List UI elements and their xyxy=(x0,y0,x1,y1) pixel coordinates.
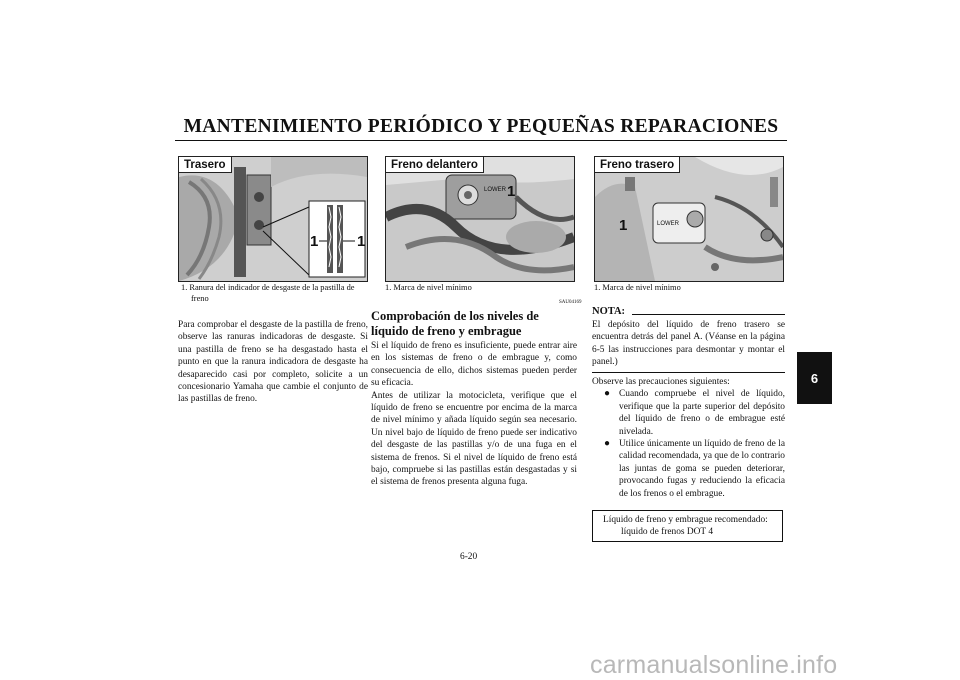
callout-number: 1 xyxy=(619,217,628,234)
column-1-text xyxy=(178,319,368,406)
brake-pad-paragraph: Para comprobar el desgaste de la pastilla de freno, observe las ranuras indicadoras de desgaste. Si una pastilla de freno se ha desgastado hasta el punto en que la ranura indicadora de desgaste ha desaparecido casi por completo, solicite a un concesionario Yamaha que cambie el conjunto de las pastillas de freno. xyxy=(178,320,368,405)
bullet-icon: ● xyxy=(604,438,611,450)
section-heading: Comprobación de los niveles de líquido de freno y embrague xyxy=(371,309,539,338)
section-code: SAU04169 xyxy=(559,300,582,305)
recommended-label: Líquido de freno y embrague recomendado: xyxy=(603,515,768,525)
lower-mark: LOWER xyxy=(657,221,680,227)
list-item-text: Utilice únicamente un líquido de freno de la calidad recomendada, ya que de lo contrario las juntas de goma se pueden deteriorar, provocando fugas y reduciendo la eficacia de los frenos o el embrague. xyxy=(619,439,785,499)
caption-text: Marca de nivel mínimo xyxy=(393,283,472,292)
caption-text: Marca de nivel mínimo xyxy=(602,283,681,292)
photo-front-brake-reservoir xyxy=(386,157,574,281)
paragraph: Si el líquido de freno es insuficiente, puede entrar aire en los sistemas de freno o de embrague y, como consecuencia de ello, dichos sistemas pueden perder su eficacia. xyxy=(371,341,577,389)
paragraph: Antes de utilizar la motocicleta, verifique que el líquido de freno se encuentre por encima de la marca de nivel mínimo y añada líquido según sea necesario. Un nivel bajo de líquido de freno puede ser indicativo del desgaste de las pastillas y/o de una fuga en el sistema de frenos. Si el nivel de líquido de freno está bajo, compruebe si las pastillas están desgastadas y si el sistema de frenos presenta alguna fuga. xyxy=(371,390,577,488)
precautions-intro: Observe las precauciones siguientes: xyxy=(592,377,730,387)
caption-text-continued: freno xyxy=(191,293,209,303)
list-item xyxy=(592,438,785,500)
callout-number: 1 xyxy=(357,233,366,250)
page-title: MANTENIMIENTO PERIÓDICO Y PEQUEÑAS REPARACIONES xyxy=(183,116,779,137)
figure-label: Freno trasero xyxy=(595,157,680,173)
lower-mark: LOWER xyxy=(484,187,507,193)
callout-number: 1 xyxy=(310,233,319,250)
recommended-value: líquido de frenos DOT 4 xyxy=(621,527,714,538)
caption-number: 1. xyxy=(385,283,392,292)
figure-caption xyxy=(181,283,371,304)
caption-number: 1. xyxy=(594,283,601,292)
precautions-list xyxy=(592,388,785,500)
list-item-text: Cuando compruebe el nivel de líquido, verifique que la parte superior del depósito del líquido de freno o de embrague esté nivelada. xyxy=(619,389,785,437)
list-item xyxy=(592,388,785,438)
figure-rear-brake-pads xyxy=(178,156,368,282)
figure-caption xyxy=(594,283,784,294)
header-rule xyxy=(175,140,787,141)
page-number: 6-20 xyxy=(460,552,478,562)
figure-front-brake-reservoir xyxy=(385,156,575,282)
figure-caption xyxy=(385,283,575,294)
precautions-block xyxy=(592,376,785,500)
caption-text: Ranura del indicador de desgaste de la pastilla de xyxy=(189,283,355,292)
bullet-icon: ● xyxy=(604,388,611,400)
figure-rear-brake-reservoir xyxy=(594,156,784,282)
column-2-text xyxy=(371,340,577,489)
chapter-tab: 6 xyxy=(797,352,832,404)
note-rule-bottom xyxy=(592,372,785,373)
note-text-block xyxy=(592,319,785,369)
note-rule-top xyxy=(632,314,785,315)
callout-number: 1 xyxy=(507,183,516,200)
note-text: El depósito del líquido de freno trasero se encuentra detrás del panel A. (Véanse en la página 6-5 las instrucciones para desmontar y montar el panel.) xyxy=(592,320,785,368)
note-label: NOTA: xyxy=(592,306,628,317)
caption-number: 1. xyxy=(181,283,188,292)
figure-label: Freno delantero xyxy=(386,157,484,173)
photo-rear-brake-caliper xyxy=(179,157,367,281)
figure-label: Trasero xyxy=(179,157,232,173)
recommended-fluid-box xyxy=(592,510,783,542)
watermark-text[interactable]: carmanualsonline.info xyxy=(590,651,838,679)
